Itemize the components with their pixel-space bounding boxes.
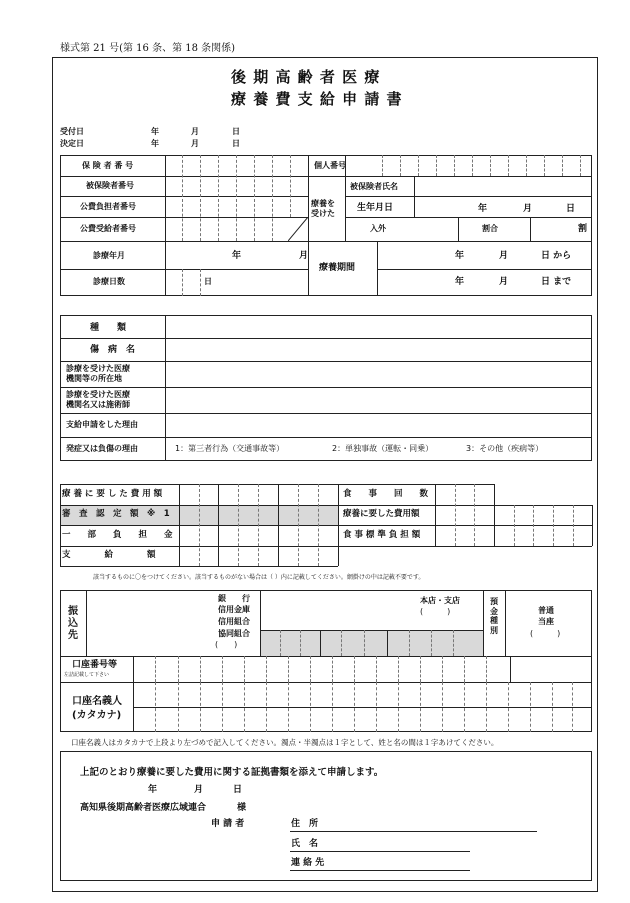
birth-month: 月 xyxy=(523,204,533,214)
cause-option-2[interactable]: 2：単独事故（運転・同乗） xyxy=(332,444,434,453)
public-recipient-label: 公費受給者番号 xyxy=(80,224,136,233)
instruction-note: 該当するものに〇をつけてください。該当するものがない場合は（ ）内に記載してください。網掛けの中は記載不要です。 xyxy=(93,574,425,581)
contact-label: 連 絡 先 xyxy=(291,858,325,868)
diagonal-mark xyxy=(288,217,309,241)
meal-row-2: 療養に要した費用額 xyxy=(343,509,420,519)
cost-row-3: 一 部 負 担 金 xyxy=(62,530,173,540)
address-label: 住 所 xyxy=(291,819,319,829)
account-holder-kana: (カタカナ) xyxy=(72,710,122,721)
bank-type-3[interactable]: 信用組合 xyxy=(218,617,250,626)
date-day: 日 xyxy=(233,785,243,795)
birth-date-label: 生年月日 xyxy=(357,203,394,213)
receipt-label: 受付日 xyxy=(60,127,84,136)
decision-year: 年 xyxy=(151,139,159,148)
cost-row-1: 療 養 に 要 し た 費 用 額 xyxy=(62,489,163,499)
addressee: 高知県後期高齢者医療広域連合 xyxy=(80,803,207,813)
disease-label: 傷 病 名 xyxy=(90,345,136,355)
transfer-table xyxy=(60,590,592,732)
my-number-label: 個人番号 xyxy=(314,161,346,170)
name-underline xyxy=(290,851,470,852)
applicant-label: 申 請 者 xyxy=(211,819,245,829)
ratio-label: 割合 xyxy=(482,224,498,233)
receipt-month: 月 xyxy=(191,127,199,136)
meal-row-1: 食 事 回 数 xyxy=(343,489,429,499)
insurer-no-label: 保 険 者 番 号 xyxy=(82,161,134,170)
cost-row-4: 支 給 額 xyxy=(62,550,156,560)
deposit-type-3: ( ) xyxy=(530,629,561,638)
shade-bank-cells xyxy=(260,630,483,656)
birth-year: 年 xyxy=(478,204,488,214)
cost-row-2: 審 査 認 定 額 ※ 1 xyxy=(62,509,170,519)
period-to-month: 月 xyxy=(499,277,509,287)
period-to-year: 年 xyxy=(455,277,465,287)
contact-underline xyxy=(290,870,470,871)
insured-no-label: 被保険者番号 xyxy=(86,181,134,190)
ratio-unit: 割 xyxy=(578,224,588,234)
exam-month: 月 xyxy=(299,251,309,261)
clinic-name-label: 診療を受けた医療 機関名又は施術師 xyxy=(66,390,130,410)
reason-label: 支給申請をした理由 xyxy=(66,420,138,429)
deposit-type-1[interactable]: 普通 xyxy=(538,606,554,615)
inout-label: 入外 xyxy=(370,224,386,233)
cause-option-1[interactable]: 1：第三者行為（交通事故等） xyxy=(175,444,285,453)
period-from-year: 年 xyxy=(455,251,465,261)
title-line-2: 療 養 費 支 給 申 請 書 xyxy=(231,90,403,108)
bank-type-2[interactable]: 信用金庫 xyxy=(218,605,250,614)
decision-month: 月 xyxy=(191,139,199,148)
decision-day: 日 xyxy=(232,139,240,148)
deposit-label: 預 金 種 別 xyxy=(490,597,498,635)
exam-days-unit: 日 xyxy=(204,277,212,286)
period-to-day: 日 まで xyxy=(541,277,572,287)
receipt-year: 年 xyxy=(151,127,159,136)
deposit-type-2[interactable]: 当座 xyxy=(538,617,554,626)
address-underline xyxy=(290,831,537,832)
branch-label[interactable]: 本店・支店 xyxy=(420,596,460,605)
period-from-day: 日 から xyxy=(541,251,572,261)
branch-paren: ( ) xyxy=(420,607,451,616)
exam-ym-label: 診療年月 xyxy=(93,251,125,260)
addressee-suffix: 様 xyxy=(237,803,247,813)
exam-year: 年 xyxy=(232,251,242,261)
form-number: 様式第 21 号(第 16 条、第 18 条関係) xyxy=(60,43,236,54)
period-label: 療養期間 xyxy=(319,263,356,273)
details-table xyxy=(60,315,592,461)
bank-paren: ( ) xyxy=(215,640,238,649)
bank-type-4[interactable]: 協同組合 xyxy=(218,629,250,638)
exam-days-label: 診療日数 xyxy=(93,277,125,286)
account-holder-label: 口座名義人 xyxy=(72,696,122,707)
patient-group-label: 療養を 受けた xyxy=(311,199,335,219)
cause-label: 発症又は負傷の理由 xyxy=(66,444,138,453)
account-no-label: 口座番号等 xyxy=(72,660,118,670)
receipt-day: 日 xyxy=(232,127,240,136)
account-note: 左詰記載して下さい xyxy=(64,672,110,678)
declaration-text: 上記のとおり療養に要した費用に関する証拠書類を添えて申請します。 xyxy=(80,767,384,778)
meal-row-3: 食 事 標 準 負 担 額 xyxy=(343,530,421,540)
public-payer-label: 公費負担者番号 xyxy=(80,202,136,211)
decision-label: 決定日 xyxy=(60,139,84,148)
name-label: 氏 名 xyxy=(291,839,319,849)
period-from-month: 月 xyxy=(499,251,509,261)
kana-note: 口座名義人はカタカナで上段より左づめで記入してください。濁点・半濁点は１字として、姓と名の間は１字あけてください。 xyxy=(71,738,499,747)
cause-option-3[interactable]: 3：その他（疾病等） xyxy=(466,444,544,453)
clinic-address-label: 診療を受けた医療 機関等の所在地 xyxy=(66,364,130,384)
transfer-label: 振 込 先 xyxy=(68,606,78,641)
birth-day: 日 xyxy=(566,204,576,214)
patient-name-label: 被保険者氏名 xyxy=(350,182,398,191)
bank-type-1[interactable]: 銀 行 xyxy=(218,594,250,603)
date-year: 年 xyxy=(148,785,158,795)
title-line-1: 後 期 高 齢 者 医 療 xyxy=(231,68,381,86)
type-label: 種 類 xyxy=(90,323,127,333)
date-month: 月 xyxy=(194,785,204,795)
